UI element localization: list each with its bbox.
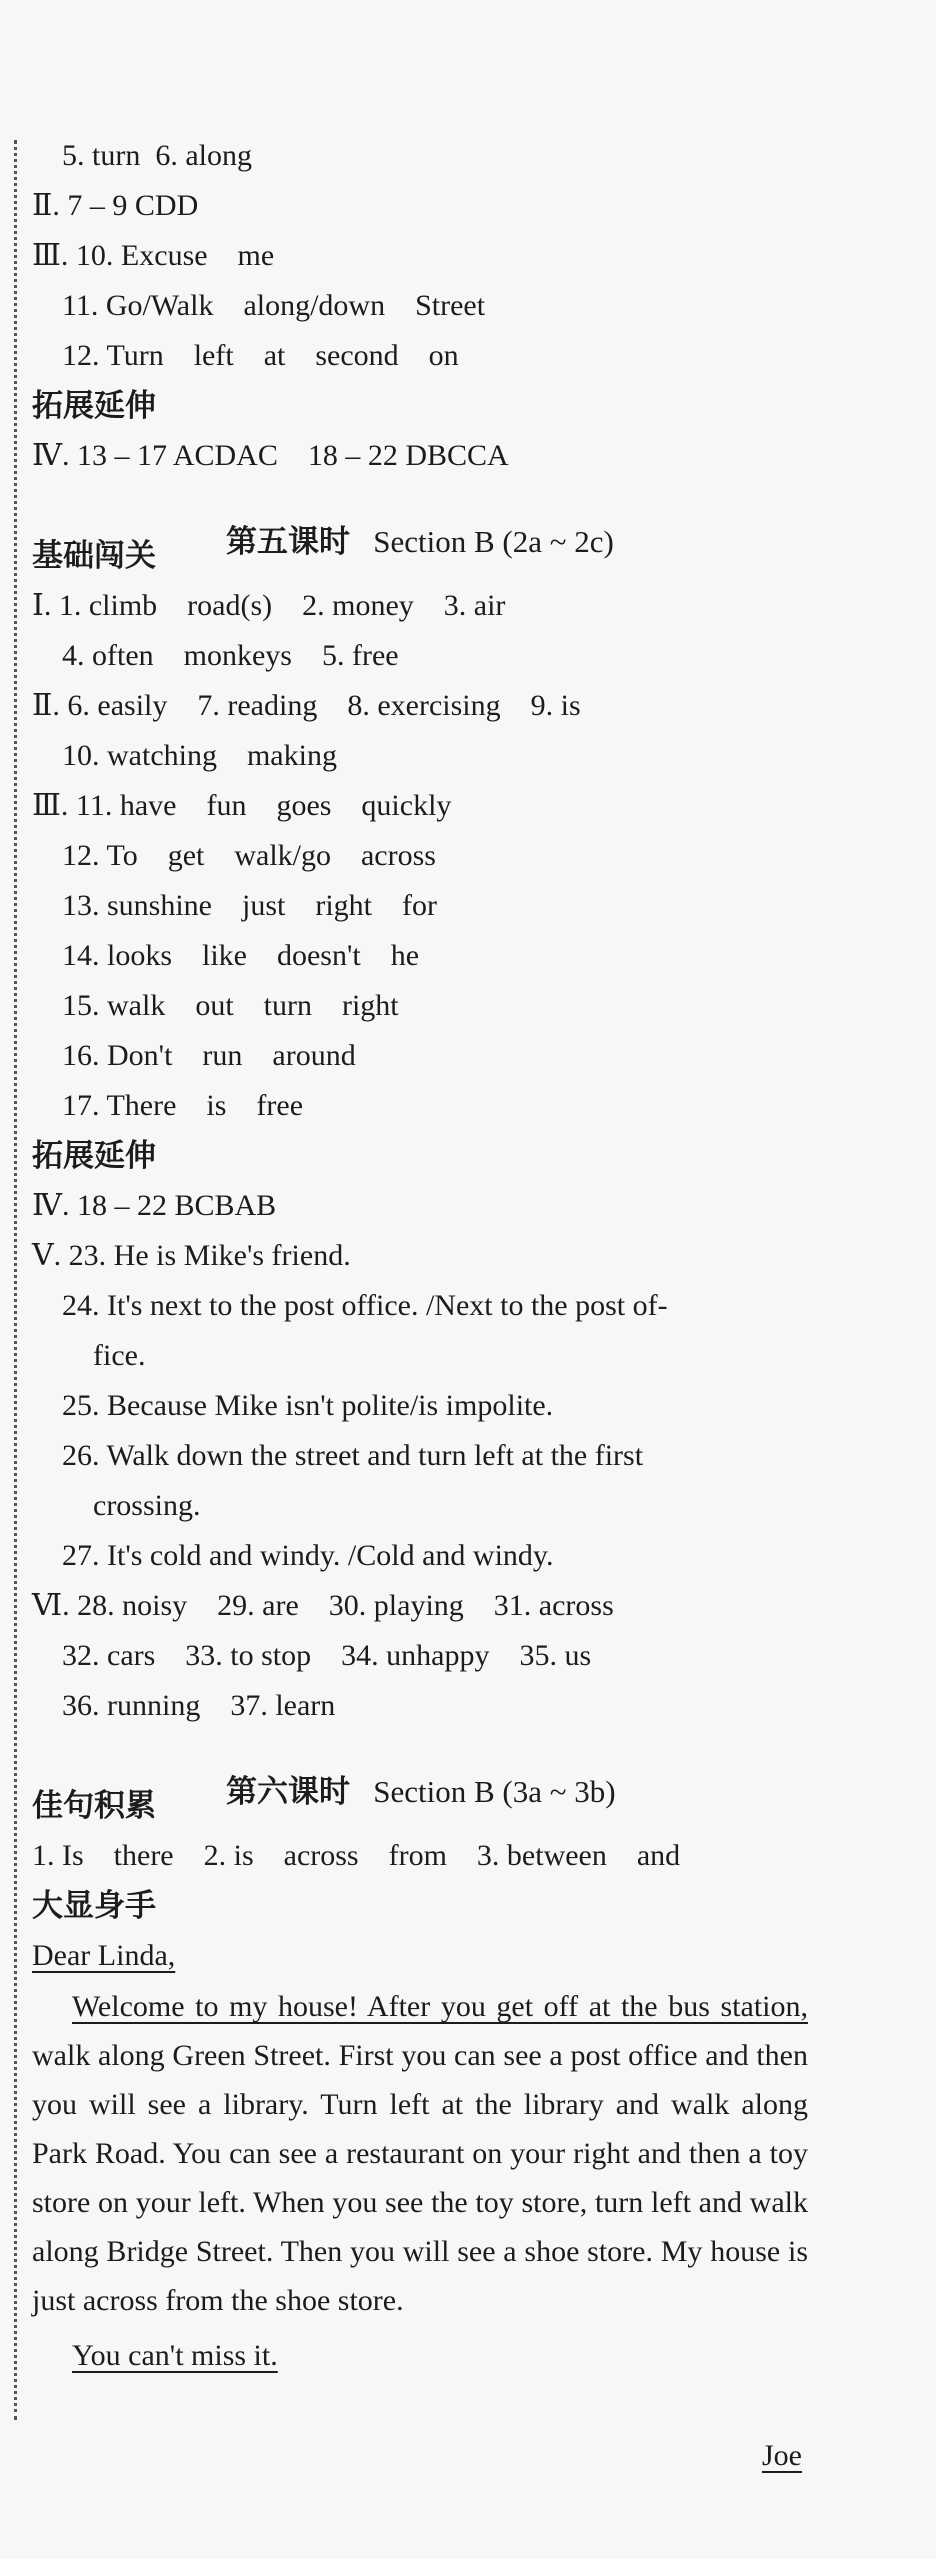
answer-line: Ⅳ. 13 – 17 ACDAC 18 – 22 DBCCA <box>32 439 509 472</box>
answer-line: 17. There is free <box>62 1089 304 1122</box>
answer-line: 10. watching making <box>62 739 337 772</box>
section-heading-show: 大显身手 <box>32 1888 156 1924</box>
section-heading-expand: 拓展延伸 <box>32 388 156 424</box>
answer-line: fice. <box>93 1339 146 1372</box>
answer-line: 5. turn 6. along <box>62 139 252 172</box>
answer-line: 32. cars 33. to stop 34. unhappy 35. us <box>62 1639 592 1672</box>
section-heading-sentences: 佳句积累 <box>32 1788 156 1824</box>
answer-line: 15. walk out turn right <box>62 989 399 1022</box>
answer-line: 16. Don't run around <box>62 1039 356 1072</box>
lesson-title <box>195 488 614 596</box>
answer-line: Ⅲ. 10. Excuse me <box>32 239 275 272</box>
letter-intro: Welcome to my house! After you get off at the bus station, <box>72 1990 808 2023</box>
answer-line: crossing. <box>93 1489 201 1522</box>
answer-line: 12. Turn left at second on <box>62 339 459 372</box>
section-heading-expand: 拓展延伸 <box>32 1138 156 1174</box>
answer-line: Ⅱ. 7 – 9 CDD <box>32 189 199 222</box>
answer-line: Ⅲ. 11. have fun goes quickly <box>32 789 452 822</box>
answer-line: Ⅴ. 23. He is Mike's friend. <box>32 1239 351 1272</box>
answer-line: 24. It's next to the post office. /Next to the post of- <box>62 1289 668 1322</box>
lesson-title-en: Section B (2a ~ 2c) <box>373 524 614 559</box>
answer-line: 36. running 37. learn <box>62 1689 336 1722</box>
lesson-title-cn: 第六课时 <box>226 1774 350 1810</box>
lesson-title <box>195 1738 616 1846</box>
answer-line: 14. looks like doesn't he <box>62 939 420 972</box>
answer-line: 12. To get walk/go across <box>62 839 436 872</box>
answer-line: 27. It's cold and windy. /Cold and windy. <box>62 1539 554 1572</box>
letter-greeting: Dear Linda, <box>32 1939 176 1972</box>
dotted-margin-line <box>14 140 17 2420</box>
letter-signature: Joe <box>762 2439 802 2472</box>
lesson-title-en: Section B (3a ~ 3b) <box>373 1774 616 1809</box>
letter-closing: You can't miss it. <box>72 2339 278 2372</box>
answer-line: Ⅵ. 28. noisy 29. are 30. playing 31. across <box>32 1589 614 1622</box>
answer-line: Ⅰ. 1. climb road(s) 2. money 3. air <box>32 589 506 622</box>
answer-line: 1. Is there 2. is across from 3. between and <box>32 1839 681 1872</box>
section-heading-basic: 基础闯关 <box>32 538 156 574</box>
answer-line: 25. Because Mike isn't polite/is impolite. <box>62 1389 554 1422</box>
lesson-title-cn: 第五课时 <box>226 524 350 560</box>
answer-line: Ⅱ. 6. easily 7. reading 8. exercising 9. is <box>32 689 581 722</box>
answer-line: 26. Walk down the street and turn left at the first <box>62 1439 644 1472</box>
answer-line: 13. sunshine just right for <box>62 889 437 922</box>
answer-line: Ⅳ. 18 – 22 BCBAB <box>32 1189 277 1222</box>
answer-line: 4. often monkeys 5. free <box>62 639 399 672</box>
answer-line: 11. Go/Walk along/down Street <box>62 289 486 322</box>
letter-text: walk along Green Street. First you can see a post office and then you will see a library. Turn left at the library and walk along Park Road. You can see a restaurant on your right and then a toy store on your left. When you see the toy store, turn left and walk along Bridge Street. Then you will see a shoe store. My house is just across from the shoe store. <box>32 2039 808 2317</box>
letter-body <box>32 1982 808 2325</box>
